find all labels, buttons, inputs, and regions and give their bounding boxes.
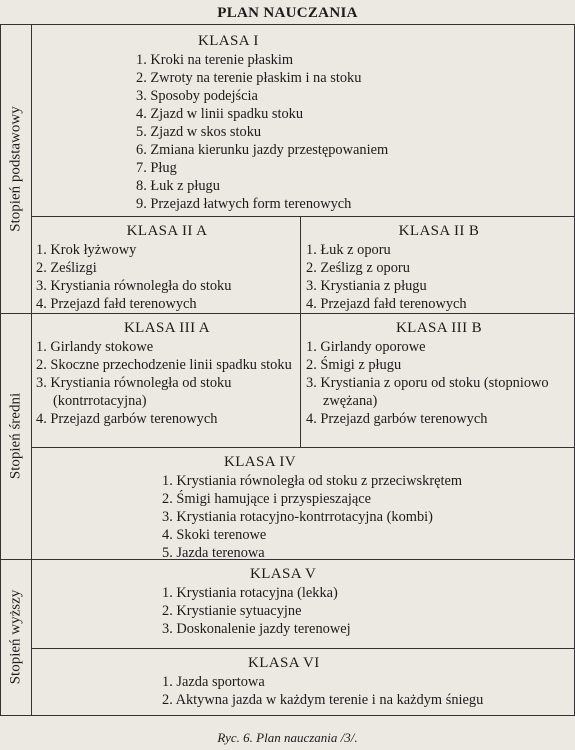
class-title: KLASA II A xyxy=(126,223,208,239)
topic-item: 3. Doskonalenie jazdy terenowej xyxy=(162,621,351,637)
stage-label-middle: Stopień średni xyxy=(7,392,24,480)
topic-item: 2. Aktywna jazda w każdym terenie i na każdym śniegu xyxy=(162,692,484,708)
topic-item: 1. Krok łyżwowy xyxy=(36,242,137,258)
class-cell-k2a xyxy=(36,222,298,313)
table-border-bottom xyxy=(0,715,575,716)
topic-item: 3. Krystiania rotacyjno-kontrrotacyjna (kombi) xyxy=(162,509,433,525)
class-title: KLASA VI xyxy=(248,655,320,671)
topic-item: 4. Zjazd w linii spadku stoku xyxy=(136,106,304,122)
column-divider-k3 xyxy=(300,313,301,447)
stage-label-basic: Stopień podstawowy xyxy=(7,106,24,232)
topic-item: 4. Przejazd fałd terenowych xyxy=(306,296,467,312)
topic-item: 3. Krystiania z oporu od stoku (stopniowo zwężana) xyxy=(306,375,549,409)
table-border-top xyxy=(0,24,575,25)
row-separator-k3-k4 xyxy=(31,447,575,448)
topic-item: 5. Jazda terenowa xyxy=(162,545,265,561)
row-separator-k5-k6 xyxy=(31,648,575,649)
topic-list xyxy=(306,338,572,428)
topic-item: 1. Krystiania rotacyjna (lekka) xyxy=(162,585,338,601)
topic-item: 6. Zmiana kierunku jazdy przestępowaniem xyxy=(136,142,389,158)
table-border-left xyxy=(0,24,1,716)
column-divider-k2 xyxy=(300,216,301,313)
class-title: KLASA III A xyxy=(123,320,211,336)
topic-item: 2. Śmigi z pługu xyxy=(306,357,402,373)
topic-item: 4. Przejazd garbów terenowych xyxy=(306,411,488,427)
topic-list xyxy=(136,51,536,213)
stage-column-divider xyxy=(31,24,32,716)
class-title: KLASA I xyxy=(198,33,259,49)
topic-item: 4. Przejazd garbów terenowych xyxy=(36,411,218,427)
topic-item: 1. Girlandy stokowe xyxy=(36,339,154,355)
topic-item: 3. Krystiania równoległa od stoku (kontrrotacyjna) xyxy=(36,375,232,409)
topic-item: 4. Przejazd fałd terenowych xyxy=(36,296,197,312)
topic-list xyxy=(162,584,562,638)
topic-item: 2. Ześlizgi xyxy=(36,260,97,276)
topic-item: 4. Skoki terenowe xyxy=(162,527,267,543)
topic-item: 1. Jazda sportowa xyxy=(162,674,265,690)
topic-item: 2. Krystianie sytuacyjne xyxy=(162,603,302,619)
topic-item: 1. Girlandy oporowe xyxy=(306,339,426,355)
class-cell-k1 xyxy=(136,32,536,213)
row-separator-k1-k2 xyxy=(31,216,575,217)
topic-item: 2. Ześlizg z oporu xyxy=(306,260,410,276)
plan-table xyxy=(0,24,575,716)
topic-item: 5. Zjazd w skos stoku xyxy=(136,124,262,140)
class-cell-k2b xyxy=(306,222,572,313)
stage-label-higher: Stopień wyższy xyxy=(7,589,24,685)
topic-item: 9. Przejazd łatwych form terenowych xyxy=(136,196,352,212)
topic-list xyxy=(36,338,298,428)
topic-item: 3. Sposoby podejścia xyxy=(136,88,258,104)
topic-item: 7. Pług xyxy=(136,160,177,176)
class-title: KLASA V xyxy=(250,566,317,582)
topic-item: 2. Skoczne przechodzenie linii spadku stoku xyxy=(36,357,292,373)
class-cell-k3b xyxy=(306,319,572,428)
topic-list xyxy=(162,673,562,709)
class-cell-k5 xyxy=(162,565,562,638)
stage-separator-basic-middle xyxy=(0,313,575,314)
class-title: KLASA IV xyxy=(224,454,296,470)
figure-caption: Ryc. 6. Plan nauczania /3/. xyxy=(217,730,358,745)
topic-item: 3. Krystiania równoległa do stoku xyxy=(36,278,232,294)
class-title: KLASA III B xyxy=(395,320,483,336)
topic-item: 3. Krystiania z pługu xyxy=(306,278,427,294)
topic-item: 1. Łuk z oporu xyxy=(306,242,391,258)
topic-item: 2. Zwroty na terenie płaskim i na stoku xyxy=(136,70,362,86)
topic-item: 2. Śmigi hamujące i przyspieszające xyxy=(162,491,371,507)
class-title: KLASA II B xyxy=(398,223,480,239)
page-title: PLAN NAUCZANIA xyxy=(217,5,358,21)
topic-item: 8. Łuk z pługu xyxy=(136,178,220,194)
class-cell-k3a xyxy=(36,319,298,428)
topic-list xyxy=(36,241,298,313)
class-cell-k4 xyxy=(162,453,562,562)
topic-item: 1. Krystiania równoległa od stoku z przeciwskrętem xyxy=(162,473,463,489)
topic-list xyxy=(162,472,562,562)
topic-item: 1. Kroki na terenie płaskim xyxy=(136,52,294,68)
topic-list xyxy=(306,241,572,313)
class-cell-k6 xyxy=(162,654,562,709)
